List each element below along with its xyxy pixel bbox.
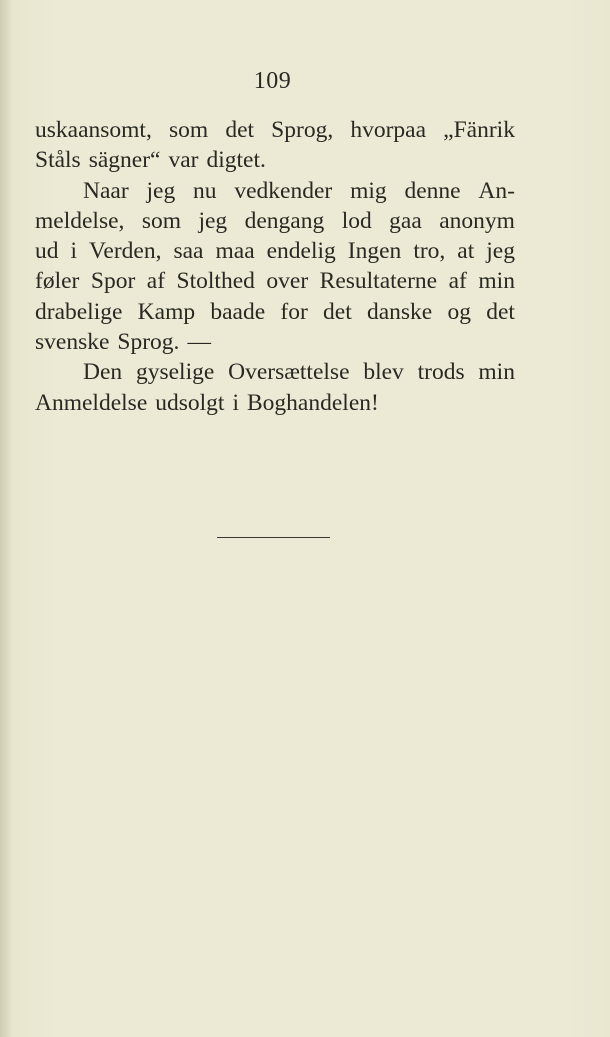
page-gutter-shadow: [0, 0, 12, 1037]
word: min: [478, 359, 515, 386]
section-divider-rule: [217, 537, 330, 538]
word: Verden,: [89, 238, 162, 265]
word: Kamp: [137, 298, 196, 325]
text-line: [35, 145, 515, 175]
word: Ståls: [35, 147, 81, 174]
word: var: [168, 147, 199, 174]
word: af: [146, 268, 166, 295]
word: uskaansomt,: [35, 117, 152, 143]
text-line: [35, 327, 515, 357]
word: det: [486, 298, 515, 325]
word: lod: [341, 207, 372, 234]
word: denne: [404, 177, 461, 204]
word: danske: [366, 298, 433, 325]
word: endelig: [266, 238, 336, 265]
word: Ingen: [347, 238, 402, 265]
word: anonym: [439, 207, 515, 234]
word: Den: [83, 359, 123, 386]
body-text: [35, 115, 515, 418]
word: jeg: [146, 177, 176, 204]
word: An-: [478, 177, 515, 204]
word: af: [448, 268, 467, 295]
word: svenske: [35, 329, 110, 356]
word: min: [478, 268, 515, 295]
word: mig: [350, 177, 387, 204]
word: Stolthed: [176, 268, 255, 295]
word: trods: [417, 359, 465, 386]
word: som: [168, 117, 209, 143]
word: „Fänrik: [443, 117, 515, 143]
word: Oversættelse: [228, 359, 350, 386]
word: Naar: [83, 177, 129, 204]
text-line: [35, 115, 515, 145]
word: i: [232, 389, 239, 416]
word: som: [141, 207, 182, 234]
word: for: [280, 298, 308, 325]
word: udsolgt: [155, 389, 225, 416]
word: Sprog,: [271, 117, 334, 143]
word: Spor: [90, 268, 136, 295]
page-number: 109: [253, 68, 292, 94]
text-line: [35, 236, 515, 266]
text-line: [35, 388, 515, 418]
word: Resultaterne: [319, 268, 438, 295]
word: ud: [35, 238, 59, 265]
text-line: [35, 206, 515, 236]
word: blev: [363, 359, 404, 386]
word: tro,: [413, 238, 446, 265]
word: hvorpaa: [350, 117, 427, 143]
word: og: [447, 298, 471, 325]
word: jeg: [486, 238, 515, 265]
word: maa: [215, 238, 255, 265]
word: det: [323, 298, 352, 325]
word: dengang: [244, 207, 325, 234]
word: i: [70, 238, 78, 265]
word: digtet.: [206, 147, 266, 174]
word: meldelse,: [35, 207, 125, 234]
word: Boghandelen!: [247, 389, 379, 416]
text-line: [35, 176, 515, 206]
word: nu: [193, 177, 217, 204]
word: at: [457, 238, 475, 265]
word: drabelige: [35, 298, 123, 325]
word: det: [225, 117, 255, 143]
word: sägner“: [88, 147, 161, 174]
word: —: [187, 329, 211, 356]
word: gyselige: [135, 359, 215, 386]
word: føler: [35, 268, 80, 295]
word: gaa: [389, 207, 422, 234]
text-line: [35, 266, 515, 296]
word: jeg: [198, 207, 228, 234]
text-line: [35, 357, 515, 387]
word: baade: [210, 298, 266, 325]
text-line: [35, 297, 515, 327]
word: saa: [173, 238, 204, 265]
word: Sprog.: [117, 329, 180, 356]
word: vedkender: [234, 177, 333, 204]
word: Anmeldelse: [35, 389, 148, 416]
word: over: [266, 268, 309, 295]
